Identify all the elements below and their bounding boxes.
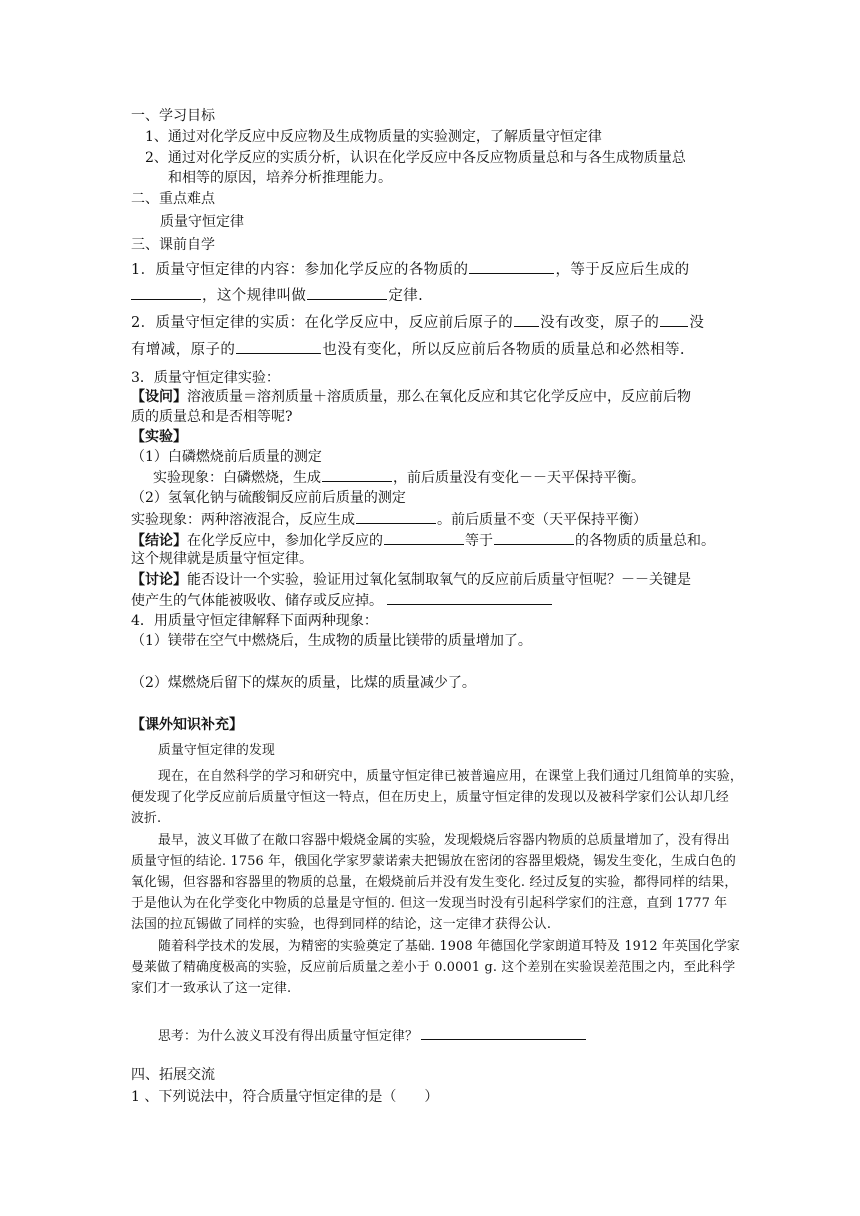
discussion-line-2 (131, 590, 553, 611)
question-4-item-2: （2）煤燃烧后留下的煤灰的质量，比煤的质量减少了。 (131, 675, 476, 691)
section-heading-self-study: 三、课前自学 (131, 237, 215, 253)
ask-tag: 【设问】 (131, 389, 187, 405)
extra-heading: 【课外知识补充】 (131, 717, 243, 733)
section-heading-objectives: 一、学习目标 (131, 108, 215, 124)
fill-blank[interactable] (387, 590, 552, 605)
section-heading-extension: 四、拓展交流 (131, 1067, 215, 1083)
discussion-tag: 【讨论】 (131, 572, 187, 588)
extra-para-2-line-5: 法国的拉瓦锡做了同样的实验，也得到同样的结论，这一定律才获得公认. (131, 917, 552, 932)
extension-question-1: 1 、下列说法中，符合质量守恒定律的是（ ） (131, 1089, 439, 1105)
extra-para-2-line-3: 氧化锡，但容器和容器里的物质的总量，在煅烧前后并没有发生变化. 经过反复的实验，都得同样的结果， (131, 875, 738, 890)
extra-para-3-line-2: 曼莱做了精确度极高的实验，反应前后质量之差小于 0.0001 g. 这个差别在实验误差范围之内，至此科学 (131, 960, 736, 975)
question-3-title: 3．质量守恒定律实验： (131, 370, 280, 386)
question-2-text: 有增减，原子的 (131, 342, 236, 358)
fill-blank[interactable] (322, 467, 392, 482)
ask-text: 溶液质量＝溶剂质量＋溶质质量，那么在氧化反应和其它化学反应中，反应前后物 (187, 389, 691, 405)
fill-blank[interactable] (356, 509, 436, 524)
question-2-text-mid: 没有改变，原子的 (540, 315, 660, 331)
experiment-1-text-end: ，前后质量没有变化－－天平保持平衡。 (393, 470, 645, 486)
fill-blank[interactable] (494, 530, 574, 545)
fill-blank[interactable] (236, 339, 321, 354)
fill-blank[interactable] (384, 530, 464, 545)
ask-line-1 (131, 387, 691, 407)
think-text: 思考：为什么波义耳没有得出质量守恒定律？ (158, 1029, 418, 1044)
experiment-2-text: 实验现象：两种溶液混合，反应生成 (131, 512, 355, 528)
question-1-line-2 (131, 285, 423, 306)
extra-para-2-line-1: 最早，波义耳做了在敞口容器中煅烧金属的实验，发现煅烧后容器内物质的总质量增加了，没有得出 (158, 833, 730, 848)
question-2-text-end: 也没有变化，所以反应前后各物质的质量总和必然相等. (322, 342, 685, 358)
fill-blank[interactable] (469, 259, 554, 274)
conclusion-text-end: 的各物质的质量总和。 (575, 533, 715, 549)
conclusion-tag: 【结论】 (131, 533, 187, 549)
fill-blank[interactable] (514, 312, 539, 327)
think-question (158, 1025, 587, 1046)
extra-para-2-line-4: 于是他认为在化学变化中物质的总量是守恒的. 但这一发现当时没有引起科学家们的注意，直到 1777 年 (131, 896, 728, 911)
extra-para-1-line-1: 现在，在自然科学的学习和研究中，质量守恒定律已被普遍应用，在课堂上我们通过几组简单的实验， (158, 769, 743, 784)
fill-blank[interactable] (131, 285, 201, 300)
discussion-text: 使产生的气体能被吸收、储存或反应掉。 (131, 593, 383, 609)
key-point-content: 质量守恒定律 (160, 214, 244, 230)
objective-item-2: 2、通过对化学反应的实质分析，认识在化学反应中各反应物质量总和与各生成物质量总 (145, 150, 686, 166)
fill-blank[interactable] (307, 285, 387, 300)
fill-blank[interactable] (421, 1025, 586, 1040)
experiment-2-text-end: 。前后质量不变（天平保持平衡） (437, 512, 647, 528)
extra-para-1-line-2: 便发现了化学反应前后质量守恒这一特点，但在历史上，质量守恒定律的发现以及被科学家们公认却几经 (131, 790, 729, 805)
section-heading-key-points: 二、重点难点 (131, 191, 215, 207)
question-2-text: 2．质量守恒定律的实质：在化学反应中，反应前后原子的 (131, 315, 514, 331)
experiment-2-result (131, 509, 647, 530)
ask-line-2: 质的质量总和是否相等呢? (131, 409, 293, 425)
question-1-text-cont: ，等于反应后生成的 (555, 262, 690, 278)
objective-item-1: 1、通过对化学反应中反应物及生成物质量的实验测定，了解质量守恒定律 (145, 129, 602, 145)
question-1-text-end: 定律. (388, 288, 424, 304)
conclusion-line-1 (131, 530, 715, 551)
experiment-2-title: （2）氢氧化钠与硫酸铜反应前后质量的测定 (131, 490, 406, 506)
question-4-item-1: （1）镁带在空气中燃烧后，生成物的质量比镁带的质量增加了。 (131, 633, 532, 649)
extra-para-3-line-3: 家们才一致承认了这一定律. (131, 981, 292, 996)
conclusion-text: 在化学反应中，参加化学反应的 (187, 533, 383, 549)
question-1-text: ，这个规律叫做 (202, 288, 307, 304)
experiment-1-result (153, 467, 645, 488)
extra-para-1-line-3: 波折. (131, 811, 162, 826)
question-2-line-2 (131, 339, 685, 360)
question-1-text: 1．质量守恒定律的内容：参加化学反应的各物质的 (131, 262, 469, 278)
experiment-1-text: 实验现象：白磷燃烧，生成 (153, 470, 321, 486)
experiment-tag: 【实验】 (131, 429, 187, 445)
question-4-title: 4．用质量守恒定律解释下面两种现象： (131, 613, 378, 629)
question-1-line-1 (131, 259, 690, 280)
discussion-text: 能否设计一个实验，验证用过氧化氢制取氧气的反应前后质量守恒呢？－－关键是 (187, 572, 691, 588)
extra-title: 质量守恒定律的发现 (158, 743, 275, 758)
objective-item-2-cont: 和相等的原因，培养分析推理能力。 (168, 170, 392, 186)
conclusion-text-mid: 等于 (465, 533, 493, 549)
conclusion-line-2: 这个规律就是质量守恒定律。 (131, 551, 313, 567)
discussion-line-1 (131, 570, 691, 590)
experiment-1-title: （1）白磷燃烧前后质量的测定 (131, 449, 322, 465)
extra-para-2-line-2: 质量守恒的结论. 1756 年，俄国化学家罗蒙诺索夫把锡放在密闭的容器里煅烧，锡发生变化，生成白色的 (131, 854, 737, 869)
question-2-line-1 (131, 312, 704, 333)
question-2-text-end: 没 (689, 315, 705, 331)
fill-blank[interactable] (660, 312, 688, 327)
extra-para-3-line-1: 随着科学技术的发展，为精密的实验奠定了基础. 1908 年德国化学家朗道耳特及 1912 年英国化学家 (158, 939, 740, 954)
